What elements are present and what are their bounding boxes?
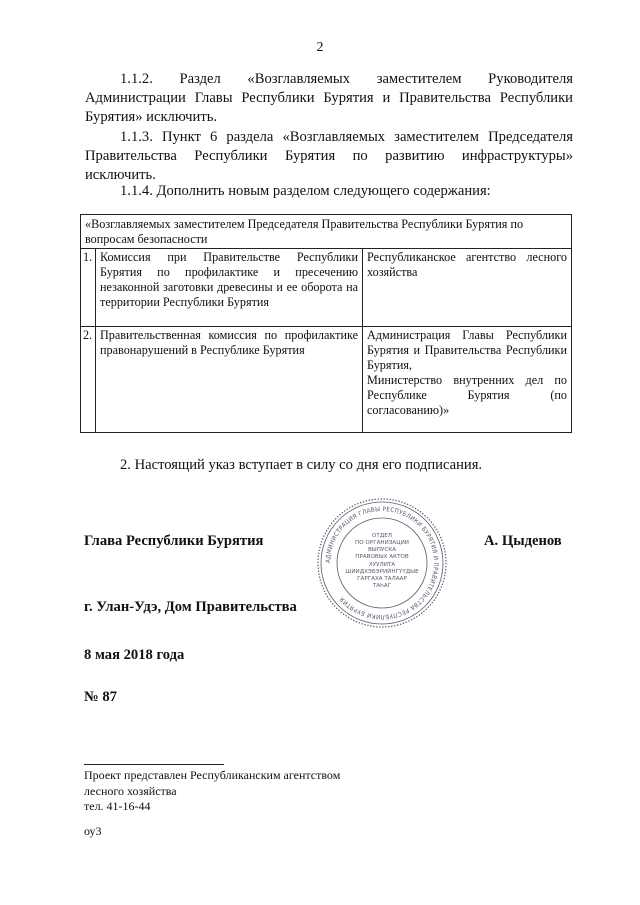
table-caption: «Возглавляемых заместителем Председателя Правительства Республики Бурятия по вопросам безопасности xyxy=(81,215,572,249)
official-seal-stamp xyxy=(316,497,448,629)
signing-place: г. Улан-Удэ, Дом Правительства xyxy=(84,599,297,615)
seal-outer-text: АДМИНИСТРАЦИЯ ГЛАВЫ РЕСПУБЛИКИ БУРЯТИЯ И ПРАВИТЕЛЬСТВА РЕСПУБЛИКИ БУРЯТИЯ xyxy=(324,505,440,621)
row-number: 1. xyxy=(81,249,96,327)
svg-text:ТАҺАГ: ТАҺАГ xyxy=(372,583,392,589)
table-caption-row xyxy=(81,215,572,249)
svg-text:ПО ОРГАНИЗАЦИИ: ПО ОРГАНИЗАЦИИ xyxy=(355,540,409,546)
footnote xyxy=(84,768,340,815)
decree-number: № 87 xyxy=(84,689,117,705)
row-number: 2. xyxy=(81,327,96,433)
paragraph-1-1-3: 1.1.3. Пункт 6 раздела «Возглавляемых заместителем Председателя Правительства Республики Бурятия по развитию инфраструктуры» исключить. xyxy=(85,129,573,183)
responsible-body xyxy=(363,327,572,433)
footnote-line: Проект представлен Республиканским агентством xyxy=(84,768,341,782)
svg-text:ШИИДХЭБЭРИЙНГҮҮДЫЕ: ШИИДХЭБЭРИЙНГҮҮДЫЕ xyxy=(345,569,419,575)
footnote-phone: тел. 41-16-44 xyxy=(84,799,151,813)
svg-text:ВЫПУСКА: ВЫПУСКА xyxy=(367,547,397,553)
svg-text:ХУУЛИТА: ХУУЛИТА xyxy=(368,562,396,568)
responsible-body-1: Администрация Главы Республики Бурятия и Правительства Республики Бурятия, xyxy=(367,328,567,372)
page-number: 2 xyxy=(316,40,324,55)
paragraph-final: 2. Настоящий указ вступает в силу со дня его подписания. xyxy=(120,457,483,473)
signing-date: 8 мая 2018 года xyxy=(84,647,185,663)
sections-table xyxy=(80,214,572,433)
svg-text:ОТДЕЛ: ОТДЕЛ xyxy=(372,533,392,539)
commission-name: Правительственная комиссия по профилактике правонарушений в Республике Бурятия xyxy=(96,327,363,433)
footnote-divider xyxy=(84,764,224,765)
signatory-title: Глава Республики Бурятия xyxy=(84,533,264,549)
responsible-body: Республиканское агентство лесного хозяйства xyxy=(363,249,572,327)
commission-name: Комиссия при Правительстве Республики Бурятия по профилактике и пресечению незаконной заготовки древесины и ее оборота на территории Республики Бурятия xyxy=(96,249,363,327)
svg-text:ПРАВОВЫХ АКТОВ: ПРАВОВЫХ АКТОВ xyxy=(355,554,409,560)
paragraph-1-1-2: 1.1.2. Раздел «Возглавляемых заместителем Руководителя Администрации Главы Республики Бурятия и Правительства Республики Бурятия» исключить. xyxy=(85,71,573,125)
seal-center-text xyxy=(345,533,419,589)
table-row xyxy=(81,327,572,433)
table-row xyxy=(81,249,572,327)
footnote-line: лесного хозяйства xyxy=(84,783,177,798)
signatory-name: А. Цыденов xyxy=(484,533,562,549)
responsible-body-2: Министерство внутренних дел по Республике Бурятия (по согласованию)» xyxy=(367,373,567,417)
paragraph-1-1-4: 1.1.4. Дополнить новым разделом следующего содержания: xyxy=(120,183,491,199)
svg-text:ГАРГАХА ТАЛААР: ГАРГАХА ТАЛААР xyxy=(357,576,407,582)
document-code: оу3 xyxy=(84,824,102,838)
